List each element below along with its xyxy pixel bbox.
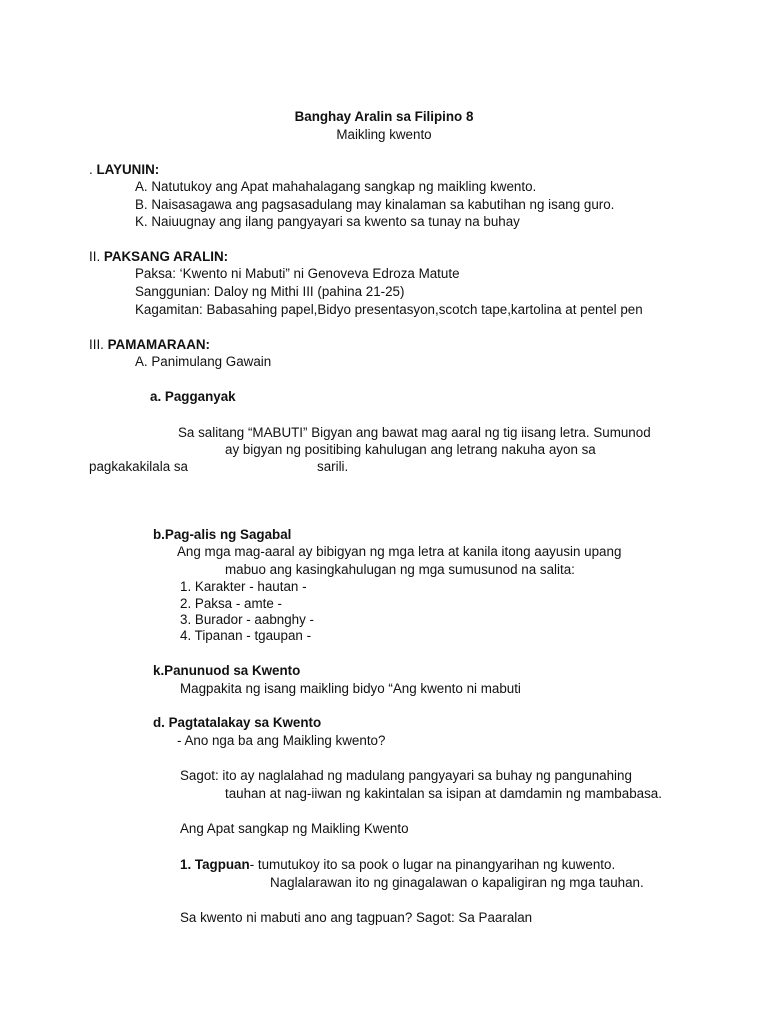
layunin-item-b: B. Naisasagawa ang pagsasadulang may kinalaman sa kabutihan ng isang guro. bbox=[135, 197, 615, 212]
sanggunian-line: Sanggunian: Daloy ng Mithi III (pahina 21-25) bbox=[135, 284, 405, 299]
document-subtitle: Maikling kwento bbox=[336, 127, 432, 142]
layunin-item-k: K. Naiuugnay ang ilang pangyayari sa kwento sa tunay na buhay bbox=[135, 214, 520, 229]
pagtatalakay-answer-2: tauhan at nag-iiwan ng kakintalan sa isipan at damdamin ng mambabasa. bbox=[225, 786, 662, 801]
pagalis-item-1: 1. Karakter - hautan - bbox=[180, 579, 307, 594]
section-pamamaraan-heading: III. PAMAMARAAN: bbox=[89, 337, 211, 352]
pagganyak-heading: a. Pagganyak bbox=[150, 389, 236, 404]
panunuod-heading: k.Panunuod sa Kwento bbox=[153, 663, 301, 678]
section-paksang-aralin-heading: II. PAKSANG ARALIN: bbox=[89, 249, 229, 264]
pagalis-line-2: mabuo ang kasingkahulugan ng mga sumusunod na salita: bbox=[225, 562, 575, 577]
pagalis-item-4: 4. Tipanan - tgaupan - bbox=[180, 628, 312, 643]
tagpuan-line-2: Naglalarawan ito ng ginagalawan o kapaligiran ng mga tauhan. bbox=[270, 875, 644, 890]
sangkap-line: Ang Apat sangkap ng Maikling Kwento bbox=[180, 821, 409, 836]
paksa-line: Paksa: ‘Kwento ni Mabuti” ni Genoveva Edroza Matute bbox=[135, 266, 460, 281]
pagtatalakay-heading: d. Pagtatalakay sa Kwento bbox=[153, 715, 322, 730]
pagganyak-line-2: ay bigyan ng positibing kahulugan ang letrang nakuha ayon sa bbox=[225, 442, 596, 457]
tagpuan-question: Sa kwento ni mabuti ano ang tagpuan? Sagot: Sa Paaralan bbox=[180, 910, 533, 925]
pagganyak-line-1: Sa salitang “MABUTI” Bigyan ang bawat mag aaral ng tig iisang letra. Sumunod bbox=[178, 425, 651, 440]
pagalis-item-2: 2. Paksa - amte - bbox=[180, 596, 282, 611]
pagalis-heading: b.Pag-alis ng Sagabal bbox=[153, 527, 292, 542]
pagganyak-line-3b: sarili. bbox=[317, 459, 349, 474]
panimulang-gawain: A. Panimulang Gawain bbox=[135, 354, 272, 369]
pagganyak-line-3a: pagkakakilala sa bbox=[89, 459, 189, 474]
pagalis-item-3: 3. Burador - aabnghy - bbox=[180, 612, 314, 627]
pagtatalakay-answer-1: Sagot: ito ay naglalahad ng madulang pangyayari sa buhay ng pangunahing bbox=[180, 768, 632, 783]
document-title: Banghay Aralin sa Filipino 8 bbox=[294, 109, 474, 124]
tagpuan-line-1: 1. Tagpuan- tumutukoy ito sa pook o lugar na pinangyarihan ng kuwento. bbox=[180, 857, 616, 872]
section-layunin-heading: . LAYUNIN: bbox=[89, 162, 160, 177]
pagalis-line-1: Ang mga mag-aaral ay bibigyan ng mga letra at kanila itong aayusin upang bbox=[177, 544, 622, 559]
kagamitan-line: Kagamitan: Babasahing papel,Bidyo presentasyon,scotch tape,kartolina at pentel pen bbox=[135, 302, 643, 317]
layunin-item-a: A. Natutukoy ang Apat mahahalagang sangkap ng maikling kwento. bbox=[135, 179, 537, 194]
panunuod-line-1: Magpakita ng isang maikling bidyo “Ang kwento ni mabuti bbox=[180, 681, 521, 696]
pagtatalakay-question: - Ano nga ba ang Maikling kwento? bbox=[177, 733, 386, 748]
